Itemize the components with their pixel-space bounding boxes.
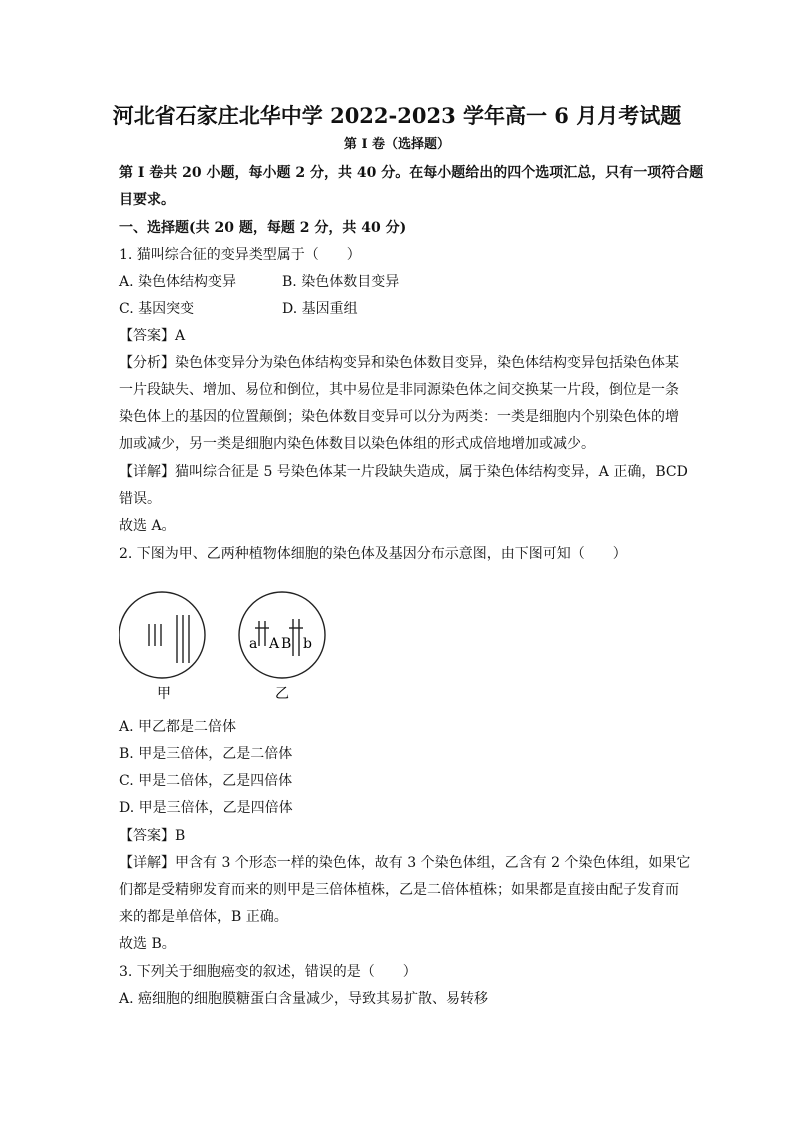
gene-label: b xyxy=(303,636,312,652)
analysis-line: 一片段缺失、增加、易位和倒位，其中易位是非同源染色体之间交换某一片段，倒位是一条 xyxy=(119,382,679,398)
option-c: C. 基因突变 xyxy=(119,301,195,317)
question-2-option: D. 甲是三倍体，乙是四倍体 xyxy=(119,800,293,816)
question-1-answer: 【答案】A xyxy=(119,328,186,344)
option-a: A. 染色体结构变异 xyxy=(119,274,237,290)
question-2-option: C. 甲是二倍体，乙是四倍体 xyxy=(119,773,293,789)
chromosome-diagram xyxy=(119,588,349,708)
intro-line-2: 目要求。 xyxy=(119,192,175,208)
gene-label: B xyxy=(281,636,292,652)
detail-line: 【详解】猫叫综合征是 5 号染色体某一片段缺失造成，属于染色体结构变异，A 正确，BCD xyxy=(119,464,688,480)
cell-yi-label: 乙 xyxy=(275,686,289,702)
page-title: 河北省石家庄北华中学 2022-2023 学年高一 6 月月考试题 xyxy=(112,103,682,128)
question-3-stem: 3. 下列关于细胞癌变的叙述，错误的是（ ） xyxy=(119,964,417,980)
cell-jia-label: 甲 xyxy=(157,686,171,702)
question-2-conclusion: 故选 B。 xyxy=(119,936,176,952)
gene-label: A xyxy=(269,636,280,652)
option-d: D. 基因重组 xyxy=(282,301,358,317)
analysis-line: 加或减少，另一类是细胞内染色体数目以染色体组的形式成倍地增加或减少。 xyxy=(119,436,595,452)
detail-line: 来的都是单倍体，B 正确。 xyxy=(119,909,288,925)
cell-jia-chromosomes xyxy=(149,615,189,663)
question-2-stem: 2. 下图为甲、乙两种植物体细胞的染色体及基因分布示意图，由下图可知（ ） xyxy=(119,546,627,562)
detail-line: 【详解】甲含有 3 个形态一样的染色体，故有 3 个染色体组，乙含有 2 个染色体组，如果它 xyxy=(119,855,691,871)
detail-line: 们都是受精卵发育而来的则甲是三倍体植株，乙是二倍体植株；如果都是直接由配子发育而 xyxy=(119,882,679,898)
question-2-option: A. 甲乙都是二倍体 xyxy=(119,719,237,735)
question-1-options-row-1 xyxy=(119,272,679,292)
question-1-options-row-2 xyxy=(119,299,679,319)
section-subtitle: 第 I 卷（选择题） xyxy=(343,137,451,152)
question-3-option-a: A. 癌细胞的细胞膜糖蛋白含量减少，导致其易扩散、易转移 xyxy=(119,991,489,1007)
intro-line-1: 第 I 卷共 20 小题，每小题 2 分，共 40 分。在每小题给出的四个选项汇总，只有一项符合题 xyxy=(119,165,704,181)
question-2-option: B. 甲是三倍体，乙是二倍体 xyxy=(119,746,293,762)
section-heading: 一、选择题(共 20 题，每题 2 分，共 40 分) xyxy=(119,220,407,236)
cell-yi-outline xyxy=(239,592,325,678)
option-b: B. 染色体数目变异 xyxy=(282,274,400,290)
question-1-stem: 1. 猫叫综合征的变异类型属于（ ） xyxy=(119,247,361,263)
detail-line: 错误。 xyxy=(119,491,161,507)
question-2-answer: 【答案】B xyxy=(119,828,186,844)
gene-label: a xyxy=(249,636,258,652)
analysis-line: 染色体上的基因的位置颠倒；染色体数目变异可以分为两类：一类是细胞内个别染色体的增 xyxy=(119,409,679,425)
analysis-line: 【分析】染色体变异分为染色体结构变异和染色体数目变异，染色体结构变异包括染色体某 xyxy=(119,355,679,371)
question-1-conclusion: 故选 A。 xyxy=(119,518,176,534)
cell-jia-outline xyxy=(119,592,205,678)
